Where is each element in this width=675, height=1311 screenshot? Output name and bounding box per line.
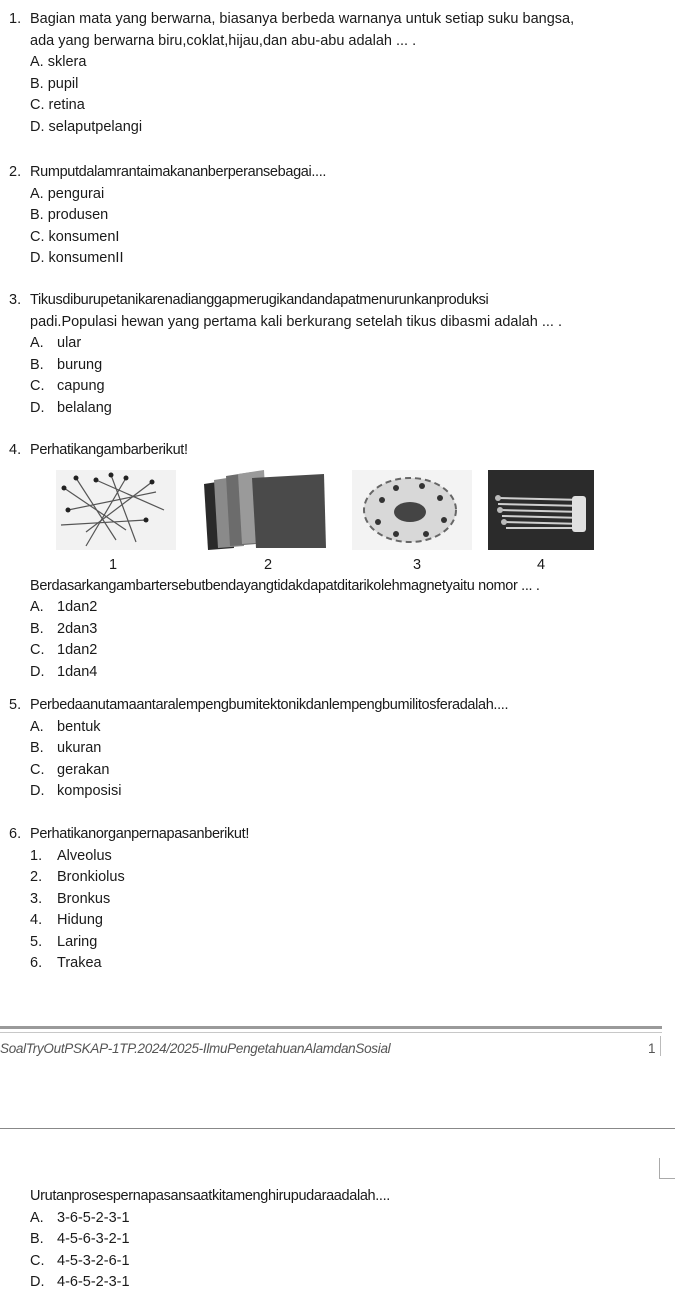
question-text-line: Perhatikanorganpernapasanberikut! — [30, 826, 249, 842]
question-number: 4. — [9, 442, 22, 458]
question-3 — [0, 290, 665, 419]
option-c[interactable]: C. capung — [30, 378, 105, 394]
option-c[interactable]: C. retina — [30, 97, 85, 113]
question-1-stem — [0, 9, 665, 52]
option-b[interactable]: B. 4-5-6-3-2-1 — [30, 1231, 130, 1247]
page-corner-mark — [659, 1158, 675, 1179]
page-separator — [0, 1128, 675, 1129]
question-2 — [0, 162, 665, 270]
list-item: 2. Bronkiolus — [30, 869, 125, 885]
option-a[interactable]: A. bentuk — [30, 718, 101, 735]
image-caption-1: 1 — [108, 556, 118, 573]
option-c[interactable]: C. 1dan2 — [30, 642, 98, 658]
footer-divider — [0, 1026, 662, 1029]
question-6-stem — [0, 824, 665, 846]
image-row — [0, 466, 665, 578]
option-d[interactable]: D. 4-6-5-2-3-1 — [30, 1274, 130, 1290]
question-5 — [0, 695, 665, 803]
option-d[interactable]: D. 1dan4 — [30, 663, 98, 680]
option-c[interactable]: C. konsumenI — [30, 228, 120, 245]
option-b[interactable]: B. burung — [30, 356, 103, 373]
option-b[interactable]: B. pupil — [30, 75, 79, 92]
option-b[interactable]: B. produsen — [30, 207, 109, 223]
question-text-line: Perbedaanutamaantaralempengbumitektonikdanlempengbumilitosferadalah.... — [30, 697, 509, 713]
footer-divider-thin — [0, 1032, 662, 1033]
question-text-line: Perhatikangambarberikut! — [30, 442, 188, 458]
question-3-stem — [0, 290, 665, 333]
pins-image — [56, 470, 176, 550]
question-6-continued — [0, 1186, 665, 1294]
question-6 — [0, 824, 665, 975]
option-d[interactable]: D. selaputpelangi — [30, 118, 143, 135]
list-item: 5. Laring — [30, 933, 98, 950]
sandpaper-image — [200, 470, 330, 550]
question-2-stem — [0, 162, 665, 184]
option-d[interactable]: D. komposisi — [30, 783, 122, 799]
list-item: 6. Trakea — [30, 955, 102, 971]
fabric-scrunchie-image — [352, 470, 472, 550]
list-item: 1. Alveolus — [30, 847, 112, 864]
footer-text: SoalTryOutPSKAP-1TP.2024/2025-IlmuPengetahuanAlamdanSosial — [0, 1041, 391, 1056]
option-d[interactable]: D. konsumenII — [30, 250, 124, 266]
question-number: 2. — [9, 164, 22, 180]
option-d[interactable]: D. belalang — [30, 399, 112, 416]
option-a[interactable]: A. 3-6-5-2-3-1 — [30, 1209, 130, 1226]
option-a[interactable]: A. ular — [30, 335, 82, 351]
question-5-stem — [0, 695, 665, 717]
question-4-stem — [0, 440, 665, 462]
footer-vertical-rule — [660, 1036, 661, 1056]
question-text-line: Bagian mata yang berwarna, biasanya berbeda warnanya untuk setiap suku bangsa, — [30, 11, 575, 27]
question-number: 3. — [9, 292, 22, 308]
option-c[interactable]: C. gerakan — [30, 761, 110, 778]
question-number: 6. — [9, 826, 22, 842]
question-text-line: Tikusdiburupetanikarenadianggapmerugikandandapatmenurunkanproduksi — [30, 292, 489, 308]
question-text-line: Urutanprosespernapasansaatkitamenghirupudaraadalah.... — [30, 1188, 390, 1204]
option-a[interactable]: A. pengurai — [30, 185, 105, 202]
question-4 — [0, 440, 665, 683]
question-text-line: padi.Populasi hewan yang pertama kali berkurang setelah tikus dibasmi adalah ... . — [30, 313, 562, 330]
option-c[interactable]: C. 4-5-3-2-6-1 — [30, 1252, 130, 1269]
question-number: 5. — [9, 697, 22, 713]
question-text-line: Berdasarkangambartersebutbendayangtidakdapatditarikolehmagnetyaitu nomor ... . — [30, 577, 540, 594]
image-caption-3: 3 — [412, 556, 422, 573]
list-item: 3. Bronkus — [30, 890, 111, 907]
image-caption-4: 4 — [536, 556, 546, 573]
question-text-line: Rumputdalamrantaimakananberperansebagai.... — [30, 164, 327, 180]
option-b[interactable]: B. ukuran — [30, 740, 102, 756]
option-b[interactable]: B. 2dan3 — [30, 620, 98, 637]
image-caption-2: 2 — [263, 556, 273, 573]
safety-pins-image — [488, 470, 594, 550]
option-a[interactable]: A. 1dan2 — [30, 599, 98, 615]
question-number: 1. — [9, 11, 22, 27]
option-a[interactable]: A. sklera — [30, 54, 87, 70]
page-number: 1 — [648, 1041, 656, 1056]
list-item: 4. Hidung — [30, 912, 103, 928]
question-1 — [0, 9, 665, 138]
question-text-line: ada yang berwarna biru,coklat,hijau,dan abu-abu adalah ... . — [30, 32, 417, 49]
